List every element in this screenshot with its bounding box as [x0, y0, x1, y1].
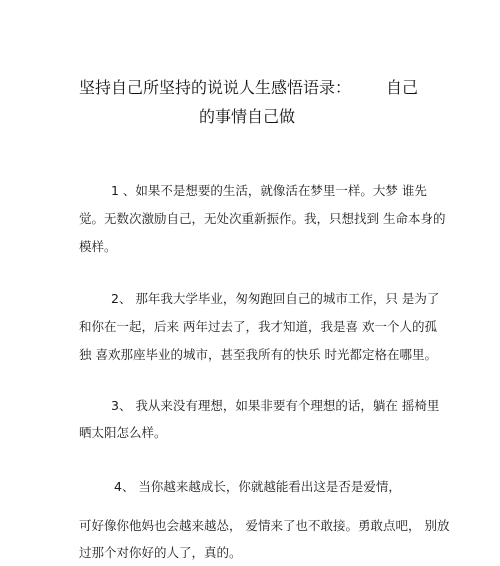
- paragraph-2-line-1: 2、 那年我大学毕业，匆匆跑回自己的城市工作，只 是为了: [111, 291, 440, 306]
- paragraph-4-line-3: 过那个对你好的人了，真的。: [79, 545, 242, 560]
- title-line-1-tail: 自己: [386, 78, 419, 97]
- title-line-1: 坚持自己所坚持的说说人生感悟语录：: [79, 78, 352, 97]
- paragraph-1-line-1: 1 、如果不是想要的生活，就像活在梦里一样。大梦 谁先: [111, 183, 427, 198]
- paragraph-4-line-1: 4、 当你越来越成长，你就越能看出这是否是爱情，: [114, 479, 401, 494]
- paragraph-3-line-2: 晒太阳怎么样。: [79, 425, 167, 440]
- paragraph-4-line-2: 可好像你他妈也会越来越怂， 爱情来了也不敢接。勇敢点吧， 别放: [79, 518, 450, 533]
- paragraph-3-line-1: 3、 我从来没有理想，如果非要有个理想的话，躺在 摇椅里: [111, 398, 440, 413]
- paragraph-2-line-2: 和你在一起，后来 两年过去了，我才知道，我是喜 欢一个人的孤: [79, 319, 437, 334]
- paragraph-1-line-3: 模样。: [79, 239, 117, 254]
- title-line-2: 的事情自己做: [199, 107, 296, 126]
- paragraph-2-line-3: 独 喜欢那座毕业的城市，甚至我所有的快乐 时光都定格在哪里。: [79, 347, 437, 362]
- paragraph-1-line-2: 觉。无数次激励自己，无处次重新振作。我，只想找到 生命本身的: [79, 211, 446, 226]
